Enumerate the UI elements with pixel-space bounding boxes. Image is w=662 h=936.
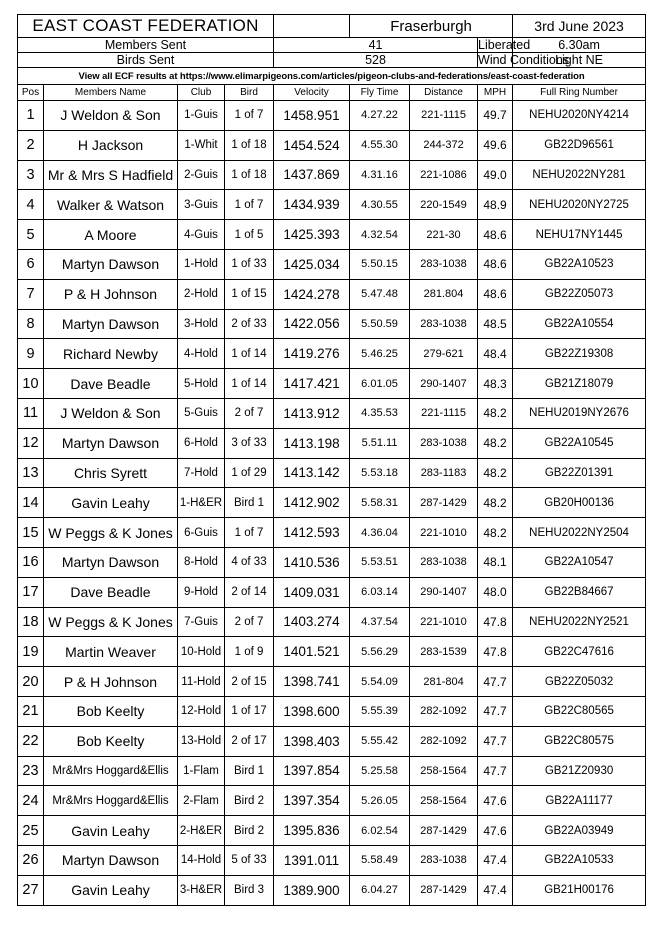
row-bird: 2 of 7: [225, 607, 274, 637]
table-row: [18, 249, 646, 279]
row-distance: 283-1038: [410, 249, 478, 279]
row-bird: 1 of 17: [225, 696, 274, 726]
row-club: 5-Guis: [178, 398, 225, 428]
row-club: 9-Hold: [178, 577, 225, 607]
table-row: [18, 160, 646, 190]
row-velocity: 1458.951: [274, 101, 350, 131]
row-ring-number: NEHU17NY1445: [513, 220, 646, 250]
wind-label: Wind Conditions: [478, 53, 570, 67]
table-row: [18, 577, 646, 607]
row-velocity: 1419.276: [274, 339, 350, 369]
row-bird: Bird 3: [225, 875, 274, 905]
row-ring-number: NEHU2022NY2504: [513, 518, 646, 548]
row-mph: 47.8: [478, 637, 513, 667]
row-club: 7-Hold: [178, 458, 225, 488]
table-row: [18, 190, 646, 220]
row-velocity: 1401.521: [274, 637, 350, 667]
row-ring-number: NEHU2022NY2521: [513, 607, 646, 637]
row-mph: 47.7: [478, 667, 513, 697]
row-distance: 283-1038: [410, 845, 478, 875]
column-header-distance: Distance: [410, 85, 478, 101]
link-row: [18, 68, 646, 85]
table-row: [18, 369, 646, 399]
row-distance: 287-1429: [410, 875, 478, 905]
race-venue: Fraserburgh: [350, 15, 513, 38]
row-member-name: Gavin Leahy: [44, 875, 178, 905]
row-distance: 290-1407: [410, 369, 478, 399]
row-velocity: 1422.056: [274, 309, 350, 339]
row-distance: 281.804: [410, 279, 478, 309]
row-bird: 1 of 5: [225, 220, 274, 250]
row-member-name: Gavin Leahy: [44, 816, 178, 846]
row-bird: Bird 1: [225, 488, 274, 518]
row-velocity: 1391.011: [274, 845, 350, 875]
table-row: [18, 339, 646, 369]
table-row: [18, 220, 646, 250]
column-header-mph: MPH: [478, 85, 513, 101]
row-mph: 48.9: [478, 190, 513, 220]
row-mph: 47.4: [478, 845, 513, 875]
row-ring-number: GB22Z19308: [513, 339, 646, 369]
row-fly-time: 5.46.25: [350, 339, 410, 369]
row-club: 13-Hold: [178, 726, 225, 756]
column-header-name: Members Name: [44, 85, 178, 101]
row-ring-number: GB22Z05073: [513, 279, 646, 309]
row-fly-time: 4.32.54: [350, 220, 410, 250]
row-bird: 2 of 14: [225, 577, 274, 607]
results-sheet: [17, 14, 645, 906]
row-pos: 22: [18, 726, 44, 756]
row-velocity: 1398.600: [274, 696, 350, 726]
column-header-ring: Full Ring Number: [513, 85, 646, 101]
row-member-name: Martyn Dawson: [44, 309, 178, 339]
row-member-name: Martyn Dawson: [44, 547, 178, 577]
row-ring-number: GB22A10545: [513, 428, 646, 458]
birds-sent-label: Birds Sent: [18, 53, 274, 68]
row-fly-time: 4.37.54: [350, 607, 410, 637]
row-ring-number: GB22A10547: [513, 547, 646, 577]
row-fly-time: 5.50.59: [350, 309, 410, 339]
row-fly-time: 5.54.09: [350, 667, 410, 697]
row-velocity: 1409.031: [274, 577, 350, 607]
row-mph: 47.6: [478, 786, 513, 816]
row-distance: 221-1115: [410, 101, 478, 131]
row-pos: 24: [18, 786, 44, 816]
row-bird: Bird 2: [225, 786, 274, 816]
row-distance: 244-372: [410, 130, 478, 160]
row-club: 12-Hold: [178, 696, 225, 726]
table-row: [18, 756, 646, 786]
row-mph: 49.0: [478, 160, 513, 190]
row-club: 2-Hold: [178, 279, 225, 309]
row-ring-number: GB21Z18079: [513, 369, 646, 399]
row-velocity: 1398.403: [274, 726, 350, 756]
row-bird: 3 of 33: [225, 428, 274, 458]
row-pos: 25: [18, 816, 44, 846]
members-sent-value: 41: [274, 38, 478, 53]
row-mph: 48.2: [478, 428, 513, 458]
row-bird: 1 of 14: [225, 369, 274, 399]
row-member-name: Bob Keelty: [44, 726, 178, 756]
row-velocity: 1410.536: [274, 547, 350, 577]
row-distance: 282-1092: [410, 696, 478, 726]
row-club: 2-Guis: [178, 160, 225, 190]
row-fly-time: 5.47.48: [350, 279, 410, 309]
row-pos: 18: [18, 607, 44, 637]
row-fly-time: 5.55.42: [350, 726, 410, 756]
row-pos: 5: [18, 220, 44, 250]
row-mph: 48.2: [478, 518, 513, 548]
row-mph: 48.6: [478, 249, 513, 279]
row-club: 8-Hold: [178, 547, 225, 577]
row-fly-time: 4.30.55: [350, 190, 410, 220]
row-bird: 2 of 15: [225, 667, 274, 697]
row-bird: Bird 1: [225, 756, 274, 786]
row-bird: 2 of 33: [225, 309, 274, 339]
row-velocity: 1454.524: [274, 130, 350, 160]
row-distance: 221-1115: [410, 398, 478, 428]
row-mph: 49.6: [478, 130, 513, 160]
row-fly-time: 5.51.11: [350, 428, 410, 458]
liberated-label: Liberated: [478, 38, 531, 52]
row-pos: 1: [18, 101, 44, 131]
row-distance: 283-1038: [410, 309, 478, 339]
row-distance: 283-1038: [410, 428, 478, 458]
row-velocity: 1412.593: [274, 518, 350, 548]
birds-row: [18, 53, 646, 68]
row-pos: 14: [18, 488, 44, 518]
row-club: 1-Hold: [178, 249, 225, 279]
row-velocity: 1434.939: [274, 190, 350, 220]
row-ring-number: NEHU2020NY2725: [513, 190, 646, 220]
row-mph: 48.6: [478, 220, 513, 250]
row-mph: 48.6: [478, 279, 513, 309]
row-club: 1-Guis: [178, 101, 225, 131]
row-distance: 283-1183: [410, 458, 478, 488]
row-pos: 7: [18, 279, 44, 309]
row-mph: 48.3: [478, 369, 513, 399]
row-ring-number: GB22Z05032: [513, 667, 646, 697]
row-distance: 279-621: [410, 339, 478, 369]
row-member-name: Martyn Dawson: [44, 428, 178, 458]
row-club: 10-Hold: [178, 637, 225, 667]
row-pos: 12: [18, 428, 44, 458]
row-distance: 283-1539: [410, 637, 478, 667]
row-distance: 287-1429: [410, 816, 478, 846]
row-velocity: 1424.278: [274, 279, 350, 309]
row-pos: 8: [18, 309, 44, 339]
row-bird: 1 of 33: [225, 249, 274, 279]
table-row: [18, 637, 646, 667]
row-member-name: Martyn Dawson: [44, 845, 178, 875]
row-bird: 5 of 33: [225, 845, 274, 875]
row-fly-time: 4.27.22: [350, 101, 410, 131]
row-velocity: 1437.869: [274, 160, 350, 190]
row-club: 3-Guis: [178, 190, 225, 220]
row-pos: 23: [18, 756, 44, 786]
row-fly-time: 6.03.14: [350, 577, 410, 607]
row-fly-time: 5.53.51: [350, 547, 410, 577]
row-club: 11-Hold: [178, 667, 225, 697]
row-fly-time: 6.04.27: [350, 875, 410, 905]
row-club: 4-Guis: [178, 220, 225, 250]
row-ring-number: NEHU2019NY2676: [513, 398, 646, 428]
row-ring-number: GB22B84667: [513, 577, 646, 607]
row-ring-number: NEHU2020NY4214: [513, 101, 646, 131]
row-pos: 16: [18, 547, 44, 577]
row-pos: 20: [18, 667, 44, 697]
row-fly-time: 6.01.05: [350, 369, 410, 399]
birds-sent-value: 528: [274, 53, 478, 68]
row-club: 1-Flam: [178, 756, 225, 786]
row-club: 6-Hold: [178, 428, 225, 458]
row-pos: 27: [18, 875, 44, 905]
row-club: 1-H&ER: [178, 488, 225, 518]
row-ring-number: GB21H00176: [513, 875, 646, 905]
row-member-name: Martyn Dawson: [44, 249, 178, 279]
table-row: [18, 547, 646, 577]
table-row: [18, 488, 646, 518]
row-club: 1-Whit: [178, 130, 225, 160]
row-pos: 9: [18, 339, 44, 369]
row-ring-number: GB22C47616: [513, 637, 646, 667]
row-velocity: 1413.142: [274, 458, 350, 488]
row-member-name: A Moore: [44, 220, 178, 250]
row-member-name: J Weldon & Son: [44, 101, 178, 131]
row-pos: 10: [18, 369, 44, 399]
row-pos: 2: [18, 130, 44, 160]
row-member-name: Martin Weaver: [44, 637, 178, 667]
row-bird: 1 of 18: [225, 130, 274, 160]
row-member-name: Chris Syrett: [44, 458, 178, 488]
row-club: 2-H&ER: [178, 816, 225, 846]
row-fly-time: 5.55.39: [350, 696, 410, 726]
row-pos: 11: [18, 398, 44, 428]
wind-value: Light NE: [513, 53, 646, 68]
row-mph: 48.1: [478, 547, 513, 577]
liberated-value: 6.30am: [513, 38, 646, 53]
table-row: [18, 398, 646, 428]
row-mph: 48.2: [478, 398, 513, 428]
table-row: [18, 101, 646, 131]
row-pos: 17: [18, 577, 44, 607]
row-ring-number: GB22C80565: [513, 696, 646, 726]
row-ring-number: GB22C80575: [513, 726, 646, 756]
row-velocity: 1395.836: [274, 816, 350, 846]
row-mph: 48.0: [478, 577, 513, 607]
row-ring-number: GB22Z01391: [513, 458, 646, 488]
table-row: [18, 279, 646, 309]
row-ring-number: GB22D96561: [513, 130, 646, 160]
row-club: 5-Hold: [178, 369, 225, 399]
column-header-velocity: Velocity: [274, 85, 350, 101]
table-row: [18, 875, 646, 905]
row-member-name: P & H Johnson: [44, 667, 178, 697]
results-table: [17, 14, 646, 906]
row-ring-number: GB21Z20930: [513, 756, 646, 786]
table-row: [18, 130, 646, 160]
row-club: 2-Flam: [178, 786, 225, 816]
row-velocity: 1425.393: [274, 220, 350, 250]
row-bird: 1 of 14: [225, 339, 274, 369]
table-row: [18, 607, 646, 637]
row-pos: 21: [18, 696, 44, 726]
row-club: 14-Hold: [178, 845, 225, 875]
row-mph: 47.4: [478, 875, 513, 905]
row-mph: 49.7: [478, 101, 513, 131]
row-member-name: W Peggs & K Jones: [44, 607, 178, 637]
table-row: [18, 816, 646, 846]
column-header-row: [18, 85, 646, 101]
column-header-fly-time: Fly Time: [350, 85, 410, 101]
row-member-name: H Jackson: [44, 130, 178, 160]
row-ring-number: GB22A10554: [513, 309, 646, 339]
row-club: 6-Guis: [178, 518, 225, 548]
members-row: [18, 38, 646, 53]
row-member-name: Dave Beadle: [44, 577, 178, 607]
row-distance: 220-1549: [410, 190, 478, 220]
row-fly-time: 5.26.05: [350, 786, 410, 816]
row-pos: 6: [18, 249, 44, 279]
row-mph: 47.8: [478, 607, 513, 637]
column-header-pos: Pos: [18, 85, 44, 101]
row-fly-time: 5.56.29: [350, 637, 410, 667]
table-row: [18, 518, 646, 548]
results-link[interactable]: View all ECF results at https://www.elimarpigeons.com/articles/pigeon-clubs-and-federations/east-coast-federation: [18, 68, 646, 85]
row-mph: 48.2: [478, 488, 513, 518]
row-bird: 2 of 17: [225, 726, 274, 756]
row-velocity: 1413.912: [274, 398, 350, 428]
row-fly-time: 5.25.58: [350, 756, 410, 786]
row-member-name: Mr & Mrs S Hadfield: [44, 160, 178, 190]
row-bird: Bird 2: [225, 816, 274, 846]
table-row: [18, 786, 646, 816]
table-row: [18, 726, 646, 756]
row-fly-time: 4.35.53: [350, 398, 410, 428]
row-distance: 287-1429: [410, 488, 478, 518]
column-header-club: Club: [178, 85, 225, 101]
row-bird: 1 of 9: [225, 637, 274, 667]
members-sent-label: Members Sent: [18, 38, 274, 53]
row-mph: 48.5: [478, 309, 513, 339]
row-mph: 47.7: [478, 696, 513, 726]
table-row: [18, 845, 646, 875]
row-bird: 1 of 7: [225, 190, 274, 220]
row-mph: 48.2: [478, 458, 513, 488]
row-pos: 26: [18, 845, 44, 875]
row-club: 3-Hold: [178, 309, 225, 339]
row-velocity: 1425.034: [274, 249, 350, 279]
row-velocity: 1389.900: [274, 875, 350, 905]
row-fly-time: 4.31.16: [350, 160, 410, 190]
row-club: 4-Hold: [178, 339, 225, 369]
row-distance: 281-804: [410, 667, 478, 697]
row-club: 7-Guis: [178, 607, 225, 637]
row-bird: 1 of 7: [225, 518, 274, 548]
row-velocity: 1413.198: [274, 428, 350, 458]
row-pos: 13: [18, 458, 44, 488]
row-distance: 221-1010: [410, 518, 478, 548]
row-ring-number: GB22A10523: [513, 249, 646, 279]
row-member-name: Richard Newby: [44, 339, 178, 369]
row-fly-time: 5.50.15: [350, 249, 410, 279]
row-club: 3-H&ER: [178, 875, 225, 905]
row-velocity: 1398.741: [274, 667, 350, 697]
row-member-name: Walker & Watson: [44, 190, 178, 220]
column-header-bird: Bird: [225, 85, 274, 101]
row-member-name: Gavin Leahy: [44, 488, 178, 518]
row-distance: 258-1564: [410, 756, 478, 786]
row-distance: 221-1086: [410, 160, 478, 190]
row-ring-number: GB22A11177: [513, 786, 646, 816]
row-mph: 47.7: [478, 756, 513, 786]
row-bird: 4 of 33: [225, 547, 274, 577]
row-bird: 1 of 15: [225, 279, 274, 309]
row-mph: 48.4: [478, 339, 513, 369]
row-fly-time: 5.58.31: [350, 488, 410, 518]
row-bird: 1 of 18: [225, 160, 274, 190]
row-member-name: Dave Beadle: [44, 369, 178, 399]
row-fly-time: 4.36.04: [350, 518, 410, 548]
table-row: [18, 696, 646, 726]
row-pos: 19: [18, 637, 44, 667]
row-member-name: W Peggs & K Jones: [44, 518, 178, 548]
row-mph: 47.6: [478, 816, 513, 846]
row-distance: 282-1092: [410, 726, 478, 756]
federation-title: EAST COAST FEDERATION: [18, 15, 274, 38]
row-fly-time: 5.58.49: [350, 845, 410, 875]
table-row: [18, 309, 646, 339]
row-velocity: 1412.902: [274, 488, 350, 518]
row-mph: 47.7: [478, 726, 513, 756]
row-fly-time: 6.02.54: [350, 816, 410, 846]
row-velocity: 1397.854: [274, 756, 350, 786]
row-member-name: Mr&Mrs Hoggard&Ellis: [44, 786, 178, 816]
race-date: 3rd June 2023: [513, 15, 646, 38]
row-pos: 4: [18, 190, 44, 220]
table-row: [18, 458, 646, 488]
row-fly-time: 5.53.18: [350, 458, 410, 488]
row-distance: 221-1010: [410, 607, 478, 637]
row-bird: 2 of 7: [225, 398, 274, 428]
row-distance: 290-1407: [410, 577, 478, 607]
row-member-name: Bob Keelty: [44, 696, 178, 726]
row-distance: 221-30: [410, 220, 478, 250]
row-member-name: Mr&Mrs Hoggard&Ellis: [44, 756, 178, 786]
table-row: [18, 667, 646, 697]
row-velocity: 1397.354: [274, 786, 350, 816]
title-row: [18, 15, 646, 38]
row-distance: 258-1564: [410, 786, 478, 816]
row-ring-number: GB22A10533: [513, 845, 646, 875]
row-bird: 1 of 29: [225, 458, 274, 488]
row-pos: 3: [18, 160, 44, 190]
row-member-name: J Weldon & Son: [44, 398, 178, 428]
row-distance: 283-1038: [410, 547, 478, 577]
row-velocity: 1403.274: [274, 607, 350, 637]
row-member-name: P & H Johnson: [44, 279, 178, 309]
row-ring-number: GB22A03949: [513, 816, 646, 846]
row-ring-number: NEHU2022NY281: [513, 160, 646, 190]
row-ring-number: GB20H00136: [513, 488, 646, 518]
row-velocity: 1417.421: [274, 369, 350, 399]
row-bird: 1 of 7: [225, 101, 274, 131]
row-fly-time: 4.55.30: [350, 130, 410, 160]
table-row: [18, 428, 646, 458]
row-pos: 15: [18, 518, 44, 548]
